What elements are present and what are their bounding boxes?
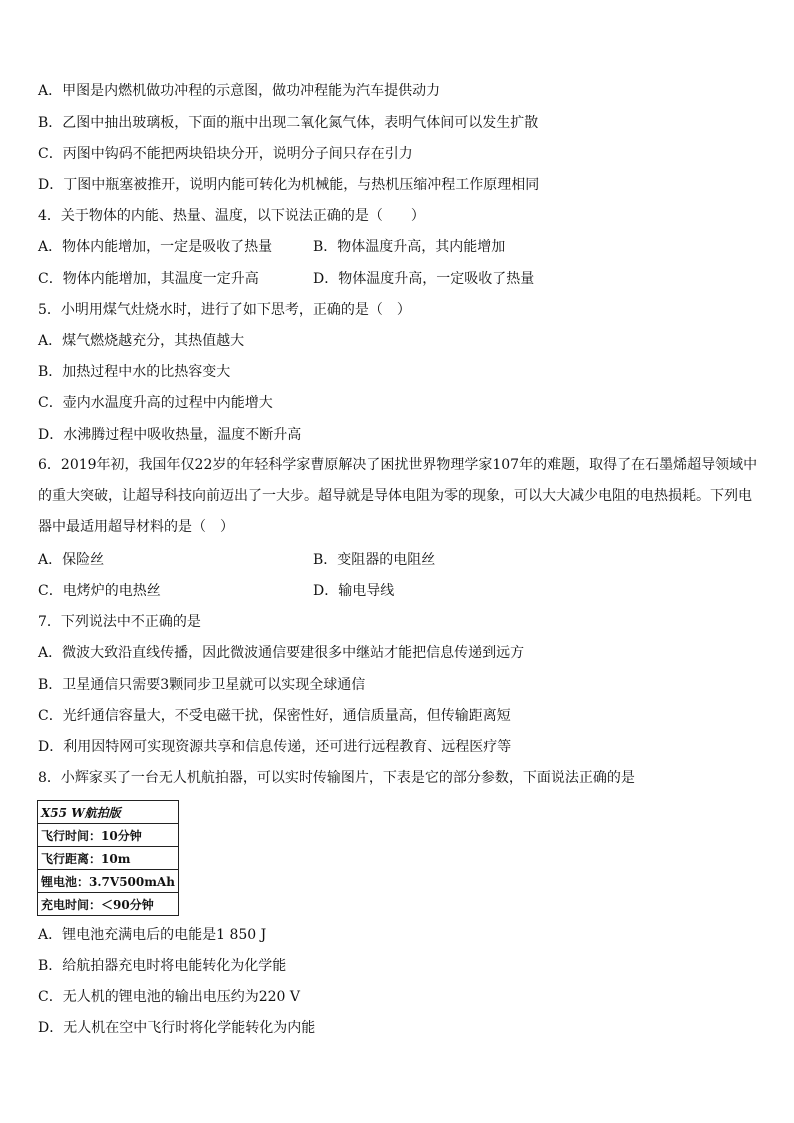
- q5-stem: 5．小明用煤气灶烧水时，进行了如下思考，正确的是（ ）: [38, 302, 411, 318]
- q4-option-c: C．物体内能增加，其温度一定升高: [38, 271, 259, 287]
- q6-stem: 6．2019年初，我国年仅22岁的年轻科学家曹原解决了困扰世界物理学家107年的难题，取得了在石墨烯超导领域中的重大突破，让超导科技向前迈出了一大步。超导就是导体电阻为零的现象，可以大大减少电阻的电热损耗。下列电器中最适用超导材料的是（ ）: [38, 457, 758, 535]
- param-battery: 锂电池：3.7V500mAh: [38, 870, 179, 893]
- q5-option-c: C．壶内水温度升高的过程中内能增大: [38, 395, 273, 411]
- q3-option-d: D．丁图中瓶塞被推开，说明内能可转化为机械能，与热机压缩冲程工作原理相同: [38, 177, 540, 193]
- q8-stem: 8．小辉家买了一台无人机航拍器，可以实时传输图片，下表是它的部分参数，下面说法正确的是: [38, 770, 635, 786]
- q6-option-a: A．保险丝: [38, 552, 105, 568]
- q3-option-c: C．丙图中钩码不能把两块铅块分开，说明分子间只存在引力: [38, 146, 413, 162]
- drone-parameter-table: [37, 800, 179, 916]
- q8-option-b: B．给航拍器充电时将电能转化为化学能: [38, 958, 287, 974]
- q7-option-a: A．微波大致沿直线传播，因此微波通信要建很多中继站才能把信息传递到远方: [38, 645, 525, 661]
- q5-option-b: B．加热过程中水的比热容变大: [38, 364, 231, 380]
- q5-option-d: D．水沸腾过程中吸收热量，温度不断升高: [38, 427, 302, 443]
- q8-option-a: A．锂电池充满电后的电能是1 850 J: [38, 927, 267, 943]
- q8-option-c: C．无人机的锂电池的输出电压约为220 V: [38, 989, 300, 1005]
- q3-option-b: B．乙图中抽出玻璃板，下面的瓶中出现二氧化氮气体，表明气体间可以发生扩散: [38, 115, 539, 131]
- q7-option-c: C．光纤通信容量大，不受电磁干扰，保密性好，通信质量高，但传输距离短: [38, 708, 511, 724]
- param-flight-distance: 飞行距离：10m: [38, 847, 179, 870]
- q4-option-a: A．物体内能增加，一定是吸收了热量: [38, 239, 273, 255]
- q6-option-b: B．变阻器的电阻丝: [313, 552, 436, 568]
- q7-option-d: D．利用因特网可实现资源共享和信息传递，还可进行远程教育、远程医疗等: [38, 739, 512, 755]
- q8-option-d: D．无人机在空中飞行时将化学能转化为内能: [38, 1020, 316, 1036]
- q3-option-a: A．甲图是内燃机做功冲程的示意图，做功冲程能为汽车提供动力: [38, 83, 441, 99]
- q7-option-b: B．卫星通信只需要3颗同步卫星就可以实现全球通信: [38, 677, 366, 693]
- param-charge-time: 充电时间：＜90分钟: [38, 893, 179, 916]
- q7-stem: 7．下列说法中不正确的是: [38, 614, 201, 630]
- q5-option-a: A．煤气燃烧越充分，其热值越大: [38, 333, 245, 349]
- param-model: X55 W航拍版: [38, 801, 179, 824]
- q4-option-d: D．物体温度升高，一定吸收了热量: [313, 271, 535, 287]
- q6-option-c: C．电烤炉的电热丝: [38, 583, 161, 599]
- q6-option-d: D．输电导线: [313, 583, 395, 599]
- q4-stem: 4．关于物体的内能、热量、温度，以下说法正确的是（ ）: [38, 208, 425, 224]
- param-flight-time: 飞行时间：10分钟: [38, 824, 179, 847]
- q4-option-b: B．物体温度升高，其内能增加: [313, 239, 506, 255]
